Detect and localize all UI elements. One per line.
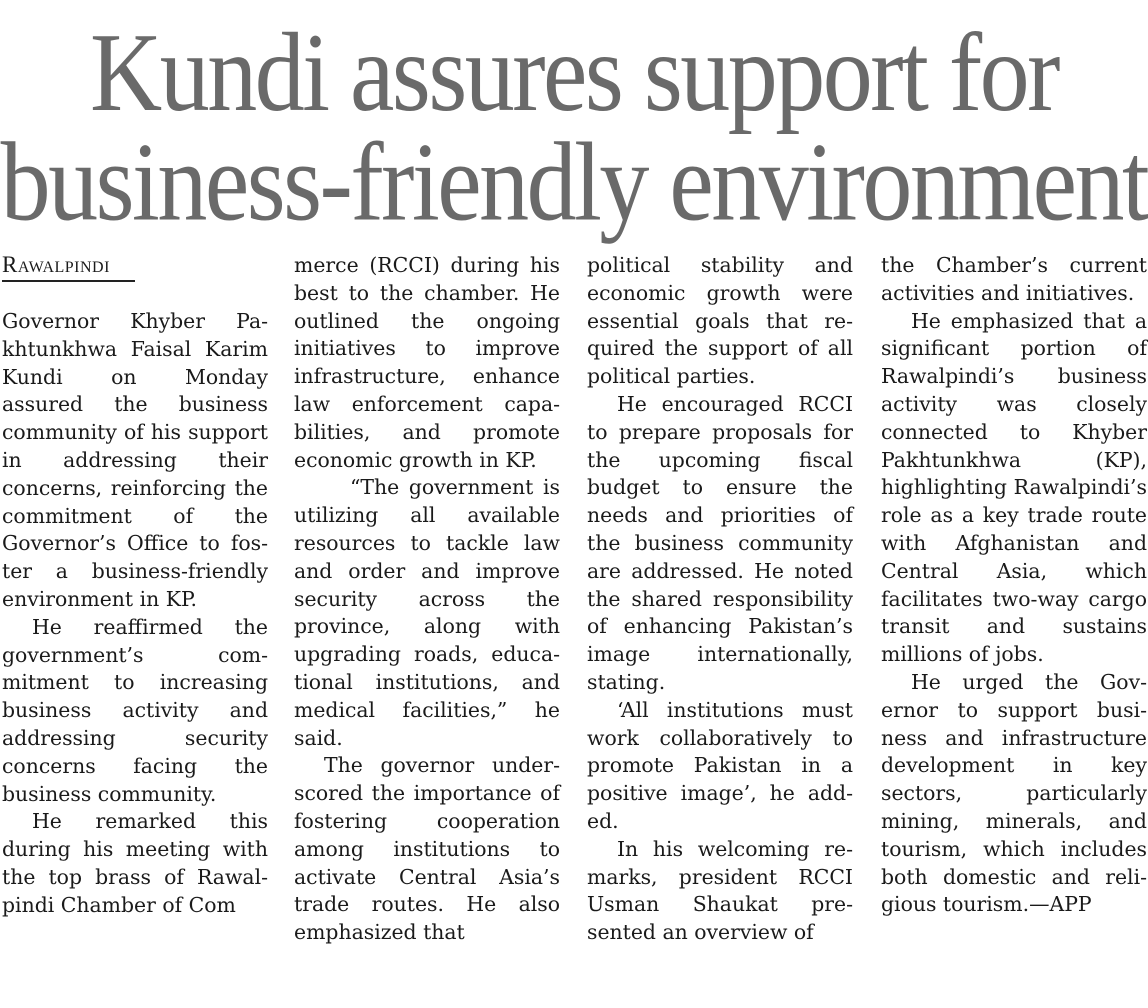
paragraph: merce (RCCI) during his best to the chamber. He outlined the ongoing initiatives to improve infrastructure, enhance law enforcement capabilities, and promote economic growth in KP. [294, 253, 560, 472]
paragraph: “The government is utilizing all available resources to tackle law and order and improve security across the province, along with upgrading roads, educational institutions, and medical facilities,” he said. [294, 475, 560, 750]
headline [0, 10, 1148, 245]
headline-line-1: Kundi assures support for [90, 10, 1058, 135]
article-column-2 [294, 252, 560, 947]
paragraph: He reaffirmed the government’s commitment to increasing business activity and addressing security concerns facing the business community. [2, 614, 268, 806]
article-column-1 [2, 308, 268, 920]
paragraph: In his welcoming remarks, president RCCI Usman Shaukat presented an overview of [587, 836, 853, 945]
paragraph: the Chamber’s current activities and initiatives. [881, 253, 1147, 305]
dateline: Rawalpindi [2, 252, 135, 282]
paragraph: He urged the Governor to support business and infrastructure development in key sectors, particularly mining, minerals, and tourism, which includes both domestic and religious tourism.—APP [881, 669, 1147, 917]
headline-line-2: business-friendly environment [0, 119, 1148, 245]
paragraph: Governor Khyber Pakhtunkhwa Faisal Karim Kundi on Monday assured the business community of his support in addressing their concerns, reinforcing the commitment of the Governor’s Office to foster a business-friendly environment in KP. [2, 309, 268, 611]
article-column-4 [881, 252, 1147, 919]
paragraph: He remarked this during his meeting with the top brass of Rawalpindi Chamber of Com [2, 809, 268, 917]
paragraph: The governor underscored the importance of fostering cooperation among institutions to activate Central Asia’s trade routes. He also emphasized that [294, 753, 560, 945]
paragraph: He encouraged RCCI to prepare proposals for the upcoming fiscal budget to ensure the needs and priorities of the business community are addressed. He noted the shared responsibility of enhancing Pakistan’s image internationally, stating. [587, 391, 853, 694]
article-column-3 [587, 252, 853, 947]
paragraph: He emphasized that a significant portion of Rawalpindi’s business activity was closely connected to Khyber Pakhtunkhwa (KP), highlighting Rawalpindi’s role as a key trade route with Afghanistan and Central Asia, which facilitates two-way cargo transit and sustains millions of jobs. [881, 308, 1147, 667]
paragraph: ‘All institutions must work collaboratively to promote Pakistan in a positive image’, he added. [587, 697, 853, 833]
paragraph: political stability and economic growth were essential goals that required the support of all political parties. [587, 253, 853, 389]
